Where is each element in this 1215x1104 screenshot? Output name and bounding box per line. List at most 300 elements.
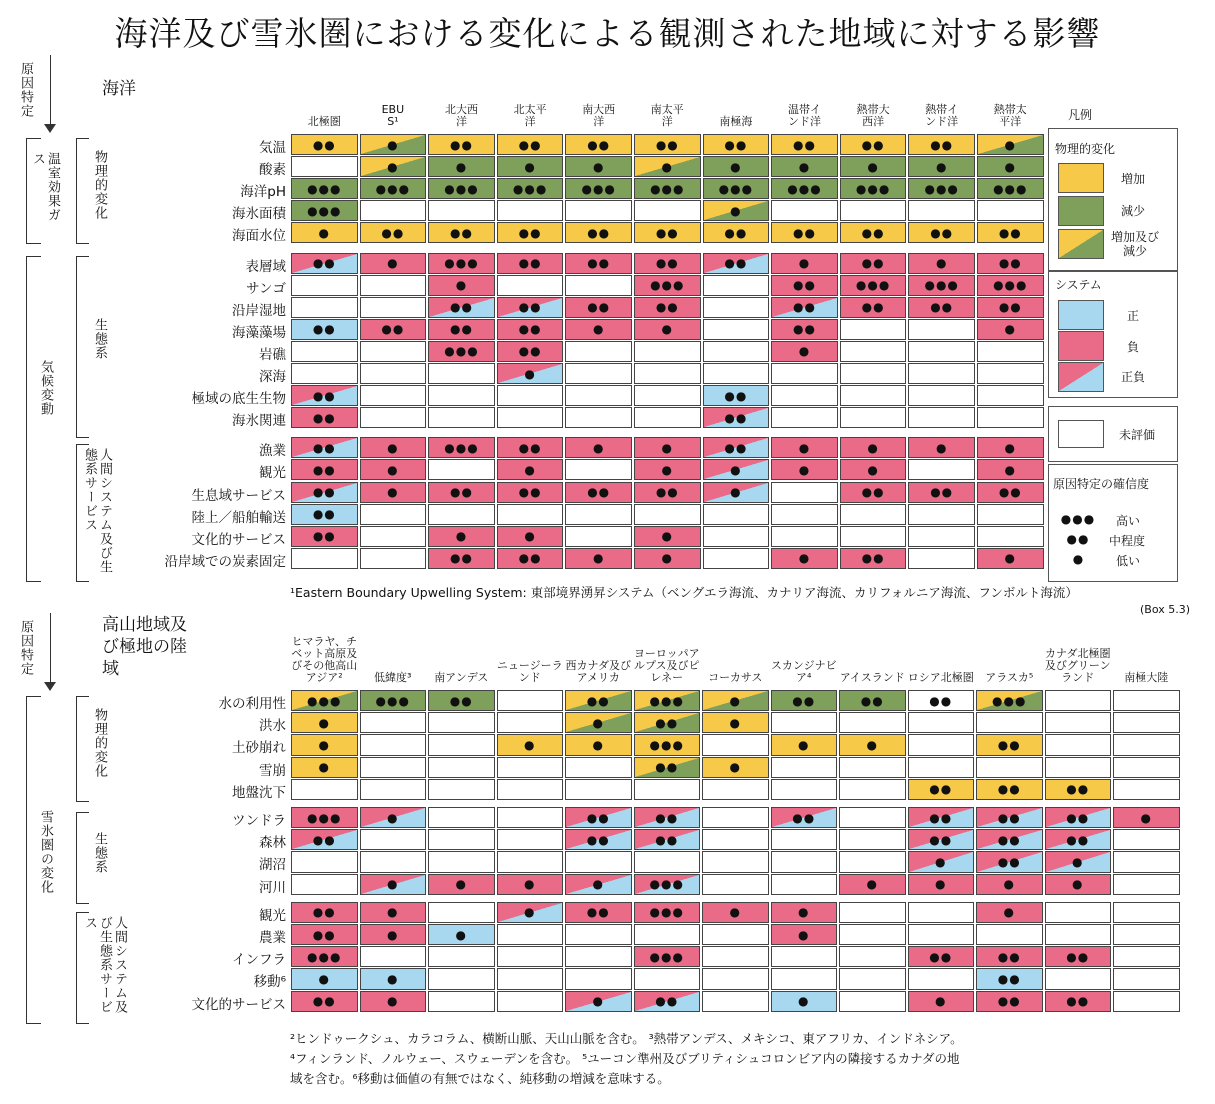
ocean-impact-cell [977, 526, 1044, 547]
ocean-impact-cell [908, 253, 975, 274]
confidence-dots: ● [1004, 322, 1017, 337]
land-impact-cell [1045, 734, 1112, 755]
confidence-dots: ● [387, 971, 399, 986]
ocean-impact-cell [908, 222, 975, 243]
legend-conf-low: 低い [1115, 554, 1140, 568]
ocean-impact-cell [840, 482, 907, 503]
land-impact-cell [976, 779, 1043, 800]
legend-swatch-not-assessed [1058, 420, 1104, 448]
ocean-impact-cell [771, 319, 838, 340]
land-impact-cell [565, 902, 632, 923]
confidence-dots: ● [661, 551, 674, 566]
ocean-impact-cell [703, 548, 770, 569]
ocean-impact-cell [703, 482, 770, 503]
land-column-header: 西カナダ及び アメリカ [565, 659, 631, 684]
confidence-dots: ● [729, 715, 741, 730]
confidence-dots: ● [661, 462, 674, 477]
land-impact-cell [839, 851, 906, 872]
confidence-dots: ●● [655, 810, 679, 825]
ocean-impact-cell [840, 253, 907, 274]
ocean-impact-cell [497, 253, 564, 274]
confidence-dots: ●● [929, 810, 953, 825]
confidence-dots: ●● [312, 462, 336, 477]
land-impact-cell [1045, 690, 1112, 711]
land-row-label: 湖沼 [259, 857, 286, 874]
ocean-impact-cell [565, 253, 632, 274]
confidence-dots: ●● [929, 693, 953, 708]
ocean-impact-cell [360, 363, 427, 384]
legend-label-negative: 負 [1126, 340, 1139, 354]
confidence-dots: ● [798, 255, 811, 270]
land-impact-cell [497, 874, 564, 895]
confidence-dots: ●● [724, 388, 748, 403]
ocean-impact-cell [634, 437, 701, 458]
confidence-dots: ●●● [581, 181, 616, 196]
confidence-dots: ●● [997, 832, 1021, 847]
ocean-impact-cell [703, 253, 770, 274]
confidence-dots: ●● [586, 905, 610, 920]
land-impact-cell [428, 851, 495, 872]
ocean-impact-cell [360, 275, 427, 296]
land-impact-cell [565, 991, 632, 1012]
box-reference: (Box 5.3) [1140, 603, 1191, 616]
ocean-column-header: EBU S¹ [381, 103, 405, 128]
ocean-group-eco-label: 生態系 [92, 318, 107, 360]
land-row-label: 水の利用性 [218, 696, 286, 712]
ocean-impact-cell [565, 178, 632, 199]
land-impact-cell [976, 829, 1043, 850]
confidence-dots: ●●● [649, 949, 684, 964]
ocean-row-label: サンゴ [246, 280, 286, 297]
confidence-dots: ●●● [307, 949, 342, 964]
confidence-dots: ●● [312, 506, 336, 521]
land-impact-cell [839, 807, 906, 828]
confidence-dots: ● [318, 715, 330, 730]
ocean-impact-cell [360, 407, 427, 428]
ocean-row-label: 海面水位 [232, 228, 286, 245]
ocean-row-label: 気温 [259, 140, 286, 156]
land-impact-cell [771, 968, 838, 989]
ocean-impact-cell [497, 319, 564, 340]
land-impact-cell [976, 851, 1043, 872]
ocean-impact-cell [428, 253, 495, 274]
confidence-dots: ●● [586, 810, 610, 825]
land-impact-cell [428, 902, 495, 923]
confidence-dots: ● [592, 440, 605, 455]
ocean-impact-cell [497, 504, 564, 525]
land-impact-cell [976, 874, 1043, 895]
ocean-row-label: 文化的サービス [191, 531, 286, 548]
land-impact-cell [771, 902, 838, 923]
ocean-impact-cell [360, 134, 427, 155]
land-impact-cell [360, 779, 427, 800]
land-impact-cell [497, 779, 564, 800]
confidence-dots: ●● [312, 410, 336, 425]
land-impact-cell [702, 712, 769, 733]
land-attribution-arrow [50, 613, 51, 688]
confidence-dots: ●● [861, 551, 885, 566]
ocean-impact-cell [840, 275, 907, 296]
confidence-dots: ● [935, 159, 948, 174]
confidence-dots: ●●● [855, 277, 891, 292]
land-impact-cell [976, 946, 1043, 967]
confidence-dots: ●●● [444, 344, 479, 359]
ocean-impact-cell [428, 437, 495, 458]
land-impact-cell [497, 712, 564, 733]
confidence-dots: ●● [587, 255, 611, 270]
land-impact-cell [976, 991, 1043, 1012]
land-impact-cell [565, 924, 632, 945]
confidence-dots: ●● [518, 551, 542, 566]
ocean-impact-cell [977, 275, 1044, 296]
confidence-dots: ●●● [649, 693, 684, 708]
legend-confidence-title: 原因特定の確信度 [1053, 477, 1150, 491]
land-impact-cell [839, 690, 906, 711]
ocean-cause-a-label: 温室効果ガス [30, 152, 60, 222]
land-row-label: 森林 [259, 835, 286, 852]
land-column-header: コーカサス [708, 671, 763, 684]
ocean-impact-cell [908, 437, 975, 458]
land-impact-cell [360, 757, 427, 778]
ocean-impact-cell [291, 437, 358, 458]
ocean-row-label: 沿岸域での炭素固定 [164, 553, 286, 570]
confidence-dots: ●● [724, 440, 748, 455]
ocean-impact-cell [634, 407, 701, 428]
land-impact-cell [839, 991, 906, 1012]
ocean-impact-cell [565, 482, 632, 503]
confidence-dots: ●● [655, 993, 679, 1008]
land-impact-cell [1045, 991, 1112, 1012]
land-impact-cell [634, 851, 701, 872]
confidence-dots: ● [798, 927, 810, 942]
ocean-impact-cell [908, 178, 975, 199]
land-impact-cell [565, 968, 632, 989]
land-impact-cell [1113, 829, 1180, 850]
land-impact-cell [1113, 807, 1180, 828]
land-impact-cell [839, 779, 906, 800]
confidence-dots: ●● [929, 949, 953, 964]
confidence-dots: ●●● [375, 693, 410, 708]
land-impact-cell [565, 712, 632, 733]
land-impact-cell [839, 734, 906, 755]
legend-swatch-positive [1058, 300, 1104, 330]
ocean-impact-cell [428, 341, 495, 362]
confidence-dots: ●● [518, 322, 542, 337]
land-impact-cell [976, 807, 1043, 828]
ocean-impact-cell [840, 526, 907, 547]
confidence-dots: ●● [312, 993, 336, 1008]
ocean-impact-cell [360, 526, 427, 547]
ocean-impact-cell [497, 222, 564, 243]
ocean-impact-cell [291, 526, 358, 547]
land-row-label: 河川 [259, 879, 286, 896]
confidence-dots: ●● [998, 255, 1022, 270]
land-impact-cell [1045, 851, 1112, 872]
ocean-impact-cell [634, 178, 701, 199]
ocean-impact-cell [840, 385, 907, 406]
ocean-impact-cell [771, 548, 838, 569]
ocean-impact-cell [771, 459, 838, 480]
land-impact-cell [360, 968, 427, 989]
confidence-dots: ● [730, 484, 742, 499]
confidence-dots: ●● [586, 832, 610, 847]
ocean-impact-cell [703, 200, 770, 221]
legend-label-positive: 正 [1126, 309, 1139, 323]
confidence-dots: ● [729, 693, 741, 708]
land-impact-cell [497, 690, 564, 711]
land-impact-cell [291, 734, 358, 755]
ocean-impact-cell [634, 319, 701, 340]
confidence-dots: ● [524, 366, 536, 381]
land-impact-cell [702, 968, 769, 989]
land-impact-cell [702, 690, 769, 711]
ocean-row-label: 海氷面積 [232, 206, 286, 223]
confidence-dots: ● [935, 255, 948, 270]
confidence-dots: ● [387, 993, 399, 1008]
ocean-impact-cell [703, 222, 770, 243]
ocean-impact-cell [291, 407, 358, 428]
ocean-impact-cell [291, 156, 358, 177]
ocean-impact-cell [497, 297, 564, 318]
land-impact-cell [634, 829, 701, 850]
ocean-impact-cell [428, 526, 495, 547]
land-impact-cell [428, 991, 495, 1012]
confidence-dots: ● [387, 905, 399, 920]
ocean-impact-cell [565, 297, 632, 318]
confidence-dots: ●●● [307, 203, 342, 218]
land-impact-cell [976, 902, 1043, 923]
ocean-cause-b-bracket [26, 256, 41, 582]
confidence-dots: ●●● [992, 693, 1027, 708]
ocean-impact-cell [565, 526, 632, 547]
confidence-dots: ● [935, 854, 947, 869]
ocean-impact-cell [771, 504, 838, 525]
ocean-group-human-label: 人間システム及び生態系サービス [82, 448, 112, 574]
land-group-human-label: 人間システム及び生態系サービス [82, 916, 127, 1014]
land-impact-cell [1113, 968, 1180, 989]
ocean-impact-cell [360, 482, 427, 503]
ocean-impact-cell [428, 156, 495, 177]
ocean-impact-cell [703, 178, 770, 199]
land-impact-cell [702, 779, 769, 800]
land-impact-cell [771, 924, 838, 945]
confidence-dots: ●● [997, 737, 1021, 752]
ocean-impact-cell [565, 134, 632, 155]
land-impact-cell [360, 734, 427, 755]
confidence-dots: ●● [930, 225, 954, 240]
confidence-dots: ●● [655, 225, 679, 240]
land-impact-cell [497, 757, 564, 778]
confidence-dots: ● [592, 715, 604, 730]
ocean-impact-cell [497, 134, 564, 155]
land-impact-cell [634, 924, 701, 945]
confidence-dots: ● [387, 462, 399, 477]
land-row-label: 移動⁶ [253, 974, 286, 991]
ocean-impact-cell [360, 437, 427, 458]
land-impact-cell [908, 690, 975, 711]
land-impact-cell [497, 902, 564, 923]
ocean-impact-cell [634, 222, 701, 243]
legend-conf-high: 高い [1115, 514, 1140, 528]
legend-title: 凡例 [1068, 108, 1093, 122]
land-impact-cell [565, 734, 632, 755]
ocean-impact-cell [497, 459, 564, 480]
confidence-dots: ● [798, 462, 811, 477]
land-impact-cell [634, 874, 701, 895]
land-impact-cell [565, 874, 632, 895]
ocean-row-label: 陸上／船舶輸送 [191, 509, 286, 526]
confidence-dots: ●● [655, 255, 679, 270]
confidence-dots: ●●● [375, 181, 411, 196]
ocean-impact-cell [291, 341, 358, 362]
land-impact-cell [428, 946, 495, 967]
confidence-dots: ● [798, 551, 811, 566]
arrow-head-icon [44, 682, 56, 691]
legend-swatch-pos-neg [1058, 362, 1104, 392]
ocean-impact-cell [291, 319, 358, 340]
confidence-dots: ● [318, 225, 331, 240]
confidence-dots: ●●● [512, 181, 548, 196]
land-impact-cell [839, 946, 906, 967]
ocean-impact-cell [840, 156, 907, 177]
ocean-impact-cell [840, 178, 907, 199]
ocean-impact-cell [840, 363, 907, 384]
land-impact-cell [497, 851, 564, 872]
confidence-dots: ●● [861, 225, 885, 240]
confidence-dots: ●●● [649, 905, 684, 920]
land-impact-cell [497, 829, 564, 850]
ocean-impact-cell [977, 437, 1044, 458]
legend-label-both: 増加及び減少 [1110, 230, 1159, 258]
land-impact-cell [771, 851, 838, 872]
confidence-dots: ● [661, 322, 674, 337]
land-cause-label: 雪氷圏の変化 [38, 810, 53, 894]
land-impact-cell [291, 690, 358, 711]
land-impact-cell [428, 779, 495, 800]
confidence-dots: ●●● [650, 181, 685, 196]
ocean-impact-cell [771, 253, 838, 274]
land-impact-cell [291, 851, 358, 872]
confidence-dots: ●● [312, 832, 336, 847]
ocean-impact-cell [291, 459, 358, 480]
confidence-dots: ● [318, 737, 330, 752]
land-row-label: ツンドラ [232, 813, 286, 829]
ocean-impact-cell [634, 275, 701, 296]
confidence-dots: ●● [312, 388, 336, 403]
ocean-impact-cell [977, 156, 1044, 177]
confidence-dots: ●● [587, 225, 611, 240]
confidence-dots: ● [387, 440, 399, 455]
confidence-dots: ●● [861, 299, 885, 314]
land-impact-cell [428, 757, 495, 778]
land-impact-cell [360, 690, 427, 711]
ocean-impact-cell [908, 459, 975, 480]
land-footnote-3: 域を含む。⁶移動は価値の有無ではなく、純移動の増減を意味する。 [290, 1071, 670, 1086]
confidence-dots: ●● [1066, 782, 1090, 797]
land-impact-cell [565, 757, 632, 778]
ocean-column-header: 北極圏 [307, 115, 341, 128]
confidence-dots: ●● [518, 255, 542, 270]
ocean-impact-cell [360, 178, 427, 199]
legend-label-increase: 増加 [1120, 172, 1145, 186]
ocean-impact-cell [908, 407, 975, 428]
ocean-column-header: 熱帯イ ンド洋 [925, 103, 959, 128]
ocean-impact-cell [428, 548, 495, 569]
confidence-dots: ●●● [855, 181, 891, 196]
land-impact-cell [634, 968, 701, 989]
legend-label-decrease: 減少 [1120, 204, 1145, 218]
confidence-dots: ●●● [649, 737, 684, 752]
ocean-impact-cell [497, 363, 564, 384]
confidence-dots: ●● [997, 949, 1021, 964]
ocean-impact-cell [977, 482, 1044, 503]
ocean-impact-cell [771, 341, 838, 362]
ocean-impact-cell [703, 275, 770, 296]
ocean-impact-cell [634, 341, 701, 362]
ocean-column-header: 北太平 洋 [513, 103, 547, 128]
land-impact-cell [702, 807, 769, 828]
land-impact-cell [634, 734, 701, 755]
ocean-impact-cell [634, 385, 701, 406]
land-impact-cell [360, 902, 427, 923]
confidence-dots: ●● [793, 299, 816, 314]
ocean-column-header: 南極海 [719, 115, 753, 128]
ocean-impact-cell [703, 156, 770, 177]
ocean-impact-cell [291, 385, 358, 406]
land-impact-cell [428, 829, 495, 850]
legend-conf-med: 中程度 [1108, 534, 1145, 548]
land-column-header: ロシア北極圏 [907, 671, 974, 684]
ocean-impact-cell [977, 178, 1044, 199]
land-impact-cell [839, 968, 906, 989]
ocean-impact-cell [703, 504, 770, 525]
ocean-impact-cell [634, 156, 701, 177]
land-impact-cell [908, 757, 975, 778]
confidence-dots: ● [661, 159, 674, 174]
ocean-impact-cell [840, 297, 907, 318]
ocean-impact-cell [908, 275, 975, 296]
confidence-dots: ● [455, 927, 467, 942]
confidence-dots: ● [798, 905, 810, 920]
ocean-impact-cell [634, 363, 701, 384]
ocean-impact-cell [565, 156, 632, 177]
legend-system-title: システム [1055, 278, 1102, 292]
confidence-dots: ●●● [924, 181, 959, 196]
ocean-impact-cell [360, 319, 427, 340]
ocean-impact-cell [977, 363, 1044, 384]
ocean-impact-cell [634, 526, 701, 547]
ocean-impact-cell [977, 297, 1044, 318]
land-impact-cell [428, 874, 495, 895]
confidence-dots: ● [387, 484, 399, 499]
land-impact-cell [1045, 712, 1112, 733]
land-impact-cell [291, 946, 358, 967]
land-impact-cell [1045, 902, 1112, 923]
land-group-physical-bracket [76, 696, 89, 802]
ocean-impact-cell [360, 341, 427, 362]
confidence-dots: ● [318, 759, 330, 774]
confidence-dots: ●● [586, 693, 610, 708]
ocean-row-label: 深海 [259, 369, 286, 385]
land-impact-cell [360, 991, 427, 1012]
land-impact-cell [360, 829, 427, 850]
land-impact-cell [976, 734, 1043, 755]
confidence-dots: ● [1004, 462, 1017, 477]
land-impact-cell [771, 779, 838, 800]
land-impact-cell [702, 829, 769, 850]
confidence-dots: ●● [312, 927, 336, 942]
confidence-dots: ● [318, 971, 330, 986]
